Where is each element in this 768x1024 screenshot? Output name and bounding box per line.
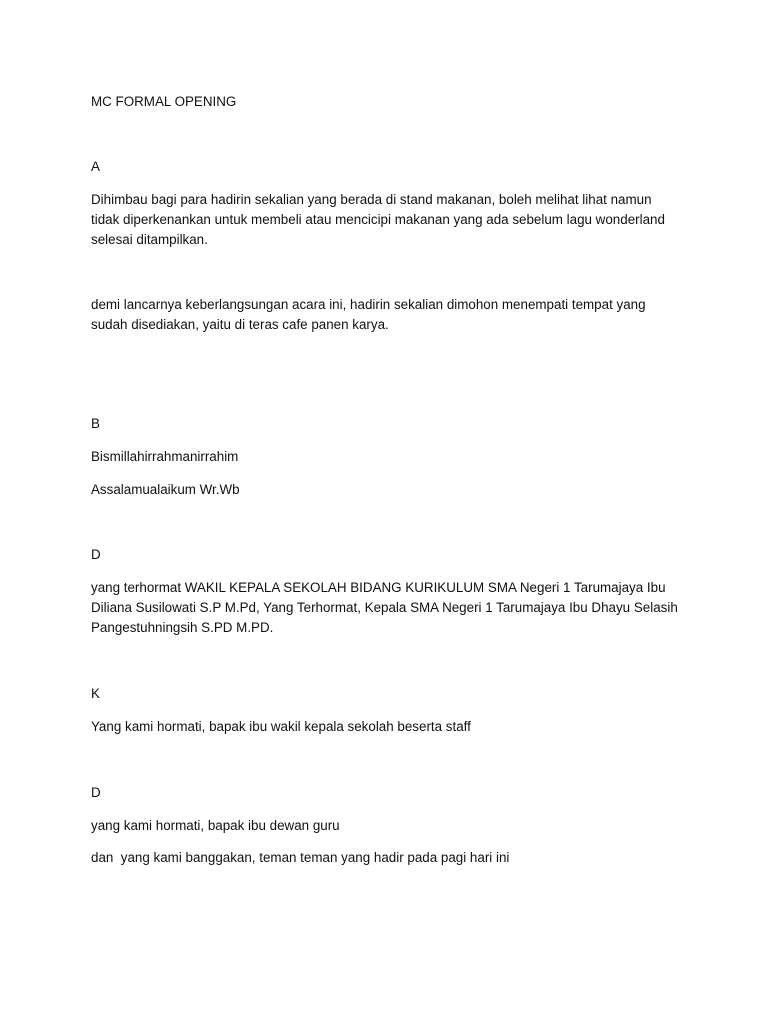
section-a-paragraph-2: demi lancarnya keberlangsungan acara ini, hadirin sekalian dimohon menempati tempat yang sudah disediakan, yaitu di teras cafe panen karya. — [91, 297, 650, 332]
section-d-second-paragraph-1: yang kami hormati, bapak ibu dewan guru — [91, 818, 340, 833]
section-d-first-paragraph-1: yang terhormat WAKIL KEPALA SEKOLAH BIDANG KURIKULUM SMA Negeri 1 Tarumajaya Ibu Diliana Susilowati S.P M.Pd, Yang Terhormat, Kepala SMA Negeri 1 Tarumajaya Ibu Dhayu Selasih Pangestuhningsih S.PD M.PD. — [91, 580, 682, 635]
section-marker-d-second: D — [91, 785, 101, 800]
section-b-paragraph-1: Bismillahirrahmanirrahim — [91, 449, 239, 464]
section-a-paragraph-1: Dihimbau bagi para hadirin sekalian yang berada di stand makanan, boleh melihat lihat namun tidak diperkenankan untuk membeli atau mencicipi makanan yang ada sebelum lagu wonderland selesai ditampilkan. — [91, 192, 669, 247]
section-b-paragraph-2: Assalamualaikum Wr.Wb — [91, 482, 240, 497]
section-marker-k: K — [91, 686, 100, 701]
section-marker-a: A — [91, 159, 100, 174]
document-title: MC FORMAL OPENING — [91, 94, 237, 109]
section-k-paragraph-1: Yang kami hormati, bapak ibu wakil kepala sekolah beserta staff — [91, 719, 471, 734]
section-d-second-paragraph-2: dan yang kami banggakan, teman teman yang hadir pada pagi hari ini — [91, 850, 510, 865]
section-marker-d-first: D — [91, 547, 101, 562]
section-marker-b: B — [91, 416, 100, 431]
